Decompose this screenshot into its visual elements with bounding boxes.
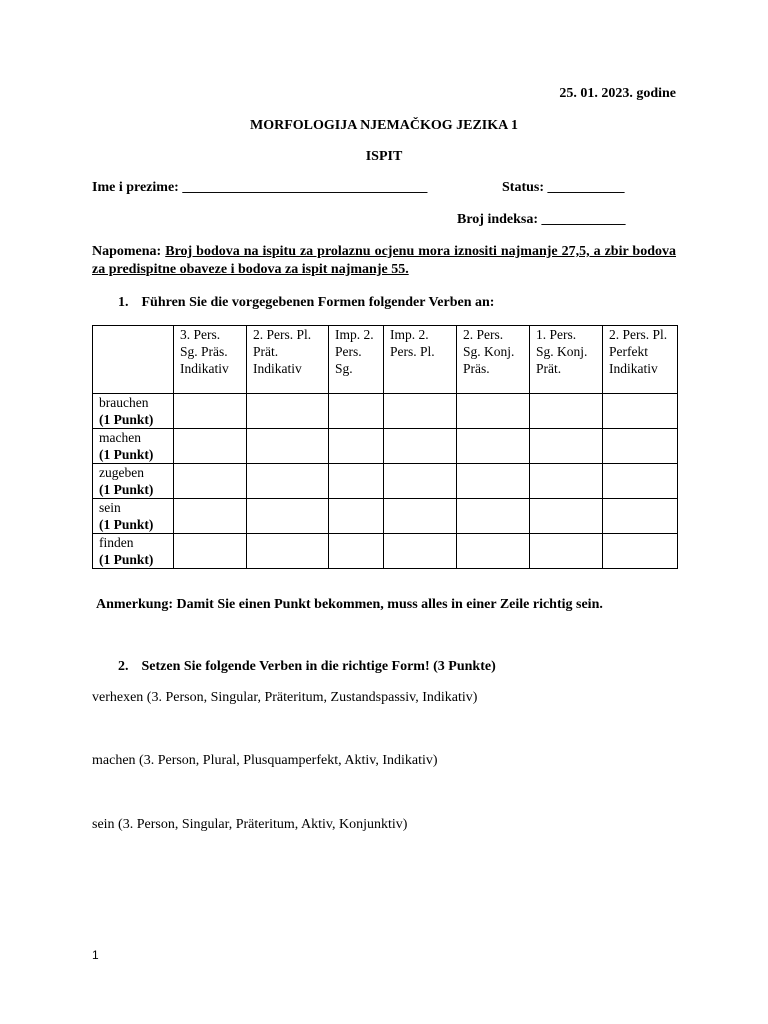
answer-cell[interactable] bbox=[384, 464, 457, 499]
answer-cell[interactable] bbox=[603, 429, 678, 464]
answer-cell[interactable] bbox=[329, 394, 384, 429]
table-header-cell bbox=[93, 326, 174, 394]
verb-label: brauchen bbox=[99, 395, 149, 410]
table-header-cell: Imp. 2. Pers. Pl. bbox=[384, 326, 457, 394]
table-header-cell: 2. Pers. Pl. Perfekt Indikativ bbox=[603, 326, 678, 394]
verb-points: (1 Punkt) bbox=[99, 412, 154, 427]
name-label: Ime i prezime: bbox=[92, 180, 179, 195]
answer-cell[interactable] bbox=[247, 429, 329, 464]
verb-label: finden bbox=[99, 535, 134, 550]
verb-points: (1 Punkt) bbox=[99, 517, 154, 532]
table-header-cell: Imp. 2. Pers. Sg. bbox=[329, 326, 384, 394]
index-field bbox=[457, 212, 626, 228]
table-header-cell: 2. Pers. Sg. Konj. Präs. bbox=[457, 326, 530, 394]
answer-cell[interactable] bbox=[174, 394, 247, 429]
name-field bbox=[92, 180, 427, 196]
answer-cell[interactable] bbox=[530, 534, 603, 569]
status-blank: ___________ bbox=[547, 180, 625, 195]
answer-cell[interactable] bbox=[174, 429, 247, 464]
verb-points: (1 Punkt) bbox=[99, 447, 154, 462]
answer-cell[interactable] bbox=[457, 394, 530, 429]
table-header-cell: 1. Pers. Sg. Konj. Prät. bbox=[530, 326, 603, 394]
verb-points: (1 Punkt) bbox=[99, 482, 154, 497]
verb-forms-table bbox=[92, 325, 678, 569]
verb-cell bbox=[93, 499, 174, 534]
answer-cell[interactable] bbox=[603, 464, 678, 499]
answer-cell[interactable] bbox=[247, 499, 329, 534]
table-header-cell: 2. Pers. Pl. Prät. Indikativ bbox=[247, 326, 329, 394]
answer-cell[interactable] bbox=[174, 464, 247, 499]
answer-cell[interactable] bbox=[247, 534, 329, 569]
verb-label: machen bbox=[99, 430, 141, 445]
document-title: MORFOLOGIJA NJEMAČKOG JEZIKA 1 bbox=[250, 118, 518, 133]
answer-cell[interactable] bbox=[174, 534, 247, 569]
answer-cell[interactable] bbox=[603, 394, 678, 429]
note-paragraph bbox=[92, 243, 676, 279]
verb-cell bbox=[93, 394, 174, 429]
task1-heading bbox=[118, 295, 494, 311]
answer-cell[interactable] bbox=[329, 429, 384, 464]
task2-number: 2. bbox=[118, 659, 129, 674]
name-blank: ___________________________________ bbox=[182, 180, 428, 195]
document-subtitle: ISPIT bbox=[365, 149, 403, 164]
table-row bbox=[93, 499, 678, 534]
table-header-cell: 3. Pers. Sg. Präs. Indikativ bbox=[174, 326, 247, 394]
task2-title: Setzen Sie folgende Verben in die richtige Form! (3 Punkte) bbox=[141, 659, 496, 674]
answer-cell[interactable] bbox=[384, 429, 457, 464]
table-row bbox=[93, 534, 678, 569]
answer-cell[interactable] bbox=[530, 464, 603, 499]
answer-cell[interactable] bbox=[457, 499, 530, 534]
status-label: Status: bbox=[502, 180, 545, 195]
verb-cell bbox=[93, 534, 174, 569]
task1-title: Führen Sie die vorgegebenen Formen folgender Verben an: bbox=[141, 295, 495, 310]
answer-cell[interactable] bbox=[603, 534, 678, 569]
verb-label: zugeben bbox=[99, 465, 144, 480]
task1-number: 1. bbox=[118, 295, 129, 310]
answer-cell[interactable] bbox=[384, 534, 457, 569]
answer-cell[interactable] bbox=[329, 464, 384, 499]
answer-cell[interactable] bbox=[457, 534, 530, 569]
verb-points: (1 Punkt) bbox=[99, 552, 154, 567]
answer-cell[interactable] bbox=[457, 429, 530, 464]
table-row bbox=[93, 464, 678, 499]
exam-date: 25. 01. 2023. godine bbox=[559, 86, 676, 101]
answer-cell[interactable] bbox=[457, 464, 530, 499]
table-row bbox=[93, 429, 678, 464]
task2-heading bbox=[118, 659, 496, 675]
verb-cell bbox=[93, 429, 174, 464]
table-row bbox=[93, 394, 678, 429]
index-blank: ____________ bbox=[541, 212, 626, 227]
answer-cell[interactable] bbox=[329, 499, 384, 534]
note-text: Broj bodova na ispitu za prolaznu ocjenu mora iznositi najmanje 27,5, a zbir bodova za predispitne obaveze i bodova za ispit najmanje 55. bbox=[92, 244, 677, 277]
status-field bbox=[502, 180, 625, 196]
answer-cell[interactable] bbox=[384, 394, 457, 429]
answer-cell[interactable] bbox=[247, 394, 329, 429]
task1-remark: Anmerkung: Damit Sie einen Punkt bekommen, muss alles in einer Zeile richtig sein. bbox=[96, 597, 603, 612]
answer-cell[interactable] bbox=[247, 464, 329, 499]
exercise-item: machen (3. Person, Plural, Plusquamperfekt, Aktiv, Indikativ) bbox=[92, 753, 438, 768]
exercise-item: verhexen (3. Person, Singular, Präteritum, Zustandspassiv, Indikativ) bbox=[92, 690, 478, 705]
index-label: Broj indeksa: bbox=[457, 212, 539, 227]
note-label: Napomena: bbox=[92, 244, 162, 259]
answer-cell[interactable] bbox=[329, 534, 384, 569]
exercise-item: sein (3. Person, Singular, Präteritum, Aktiv, Konjunktiv) bbox=[92, 817, 408, 832]
answer-cell[interactable] bbox=[174, 499, 247, 534]
answer-cell[interactable] bbox=[530, 394, 603, 429]
verb-cell bbox=[93, 464, 174, 499]
answer-cell[interactable] bbox=[530, 499, 603, 534]
page-number: 1 bbox=[92, 948, 99, 962]
table-header-row bbox=[93, 326, 678, 394]
verb-label: sein bbox=[99, 500, 121, 515]
answer-cell[interactable] bbox=[384, 499, 457, 534]
answer-cell[interactable] bbox=[530, 429, 603, 464]
answer-cell[interactable] bbox=[603, 499, 678, 534]
